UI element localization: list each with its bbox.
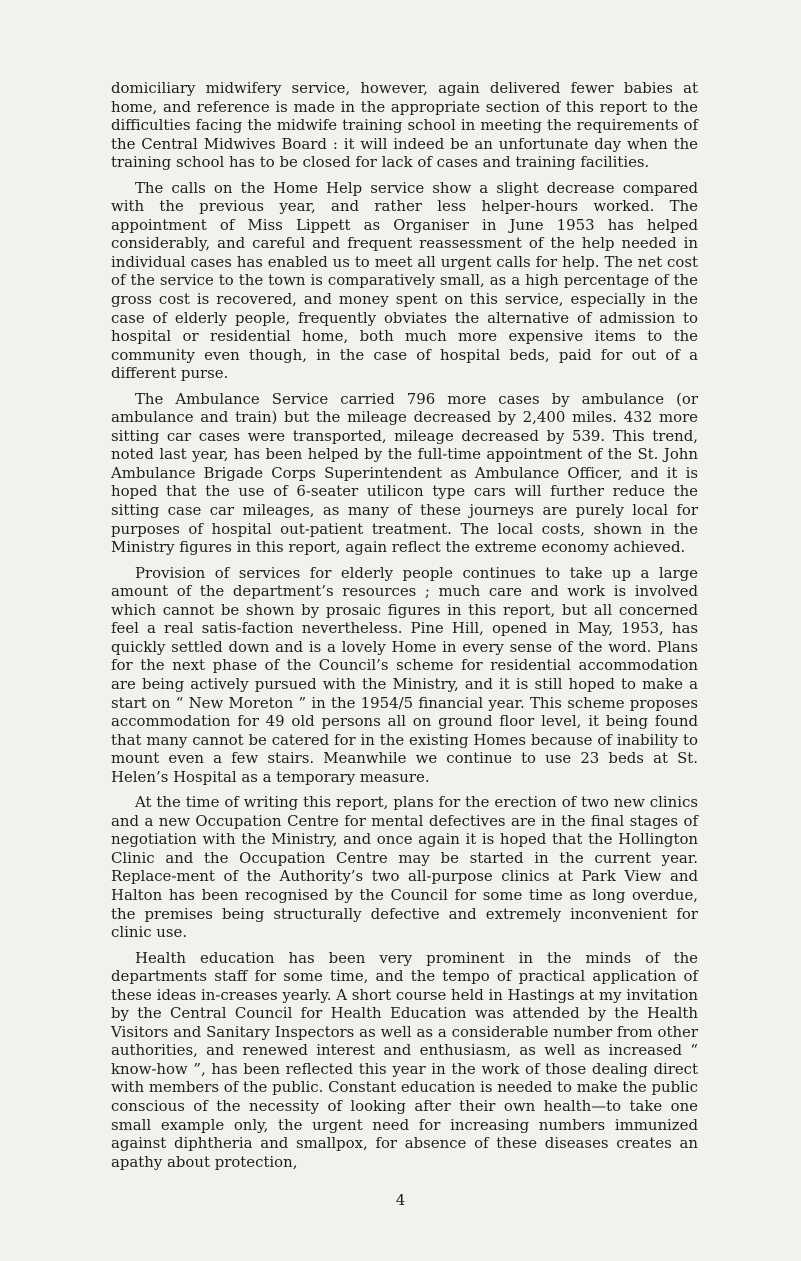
paragraph-ambulance: The Ambulance Service carried 796 more cases by ambulance (or ambulance and train) but the mileage decreased by 2,400 miles. 432 more sitting car cases were transported, mileage decreased by 539. This trend, noted last year, has been helped by the full-time appointment of the St. John Ambulance Brigade Corps Superintendent as Ambulance Officer, and it is hoped that the use of 6-seater utilicon type cars will further reduce the sitting case car mileages, as many of these journeys are purely local for purposes of hospital out-patient treatment. The local costs, shown in the Ministry figures in this report, again reflect the extreme economy achieved. [111,389,698,557]
paragraph-home-help: The calls on the Home Help service show a slight decrease compared with the previous year, and rather less helper-hours worked. The appointment of Miss Lippett as Organiser in June 1953 has helped considerably, and careful and frequent reassessment of the help needed in individual cases has enabled us to meet all urgent calls for help. The net cost of the service to the town is comparatively small, as a high percentage of the gross cost is recovered, and money spent on this service, especially in the case of elderly people, frequently obviates the alternative of admission to hospital or residential home, both much more expensive items to the community even though, in the case of hospital beds, paid for out of a different purse. [111,178,698,383]
paragraph-clinics: At the time of writing this report, plans for the erection of two new clinics and a new Occupation Centre for mental defectives are in the final stages of negotiation with the Ministry, and once again it is hoped that the Hollington Clinic and the Occupation Centre may be started in the current year. Replace-ment of the Authority’s two all-purpose clinics at Park View and Halton has been recognised by the Council for some time as long overdue, the premises being structurally defective and extremely inconvenient for clinic use. [111,793,698,942]
page-number: 4 [395,1191,406,1209]
paragraph-health-education: Health education has been very prominent in the minds of the departments staff for some time, and the tempo of practical application of these ideas in-creases yearly. A short course held in Hastings at my invitation by the Central Council for Health Education was attended by the Health Visitors and Sanitary Inspectors as well as a considerable number from other authorities, and renewed interest and enthusiasm, as well as increased “ know-how ”, has been reflected this year in the work of those dealing direct with members of the public. Constant education is needed to make the public conscious of the necessity of looking after their own health—to take one small example only, the urgent need for increasing numbers immunized against diphtheria and smallpox, for absence of these diseases creates an apathy about protection, [111,948,698,1171]
body-text [111,79,698,1178]
paragraph-midwifery: domiciliary midwifery service, however, again delivered fewer babies at home, and reference is made in the appropriate section of this report to the difficulties facing the midwife training school in meeting the requirements of the Central Midwives Board : it will indeed be an unfortunate day when the training school has to be closed for lack of cases and training facilities. [111,79,698,172]
paragraph-elderly: Provision of services for elderly people continues to take up a large amount of the department’s resources ; much care and work is involved which cannot be shown by prosaic figures in this report, but all concerned feel a real satis-faction nevertheless. Pine Hill, opened in May, 1953, has quickly settled down and is a lovely Home in every sense of the word. Plans for the next phase of the Council’s scheme for residential accommodation are being actively pursued with the Ministry, and it is still hoped to make a start on “ New Moreton ” in the 1954/5 financial year. This scheme proposes accommodation for 49 old persons all on ground floor level, it being found that many cannot be catered for in the existing Homes because of inability to mount even a few stairs. Meanwhile we continue to use 23 beds at St. Helen’s Hospital as a temporary measure. [111,563,698,786]
